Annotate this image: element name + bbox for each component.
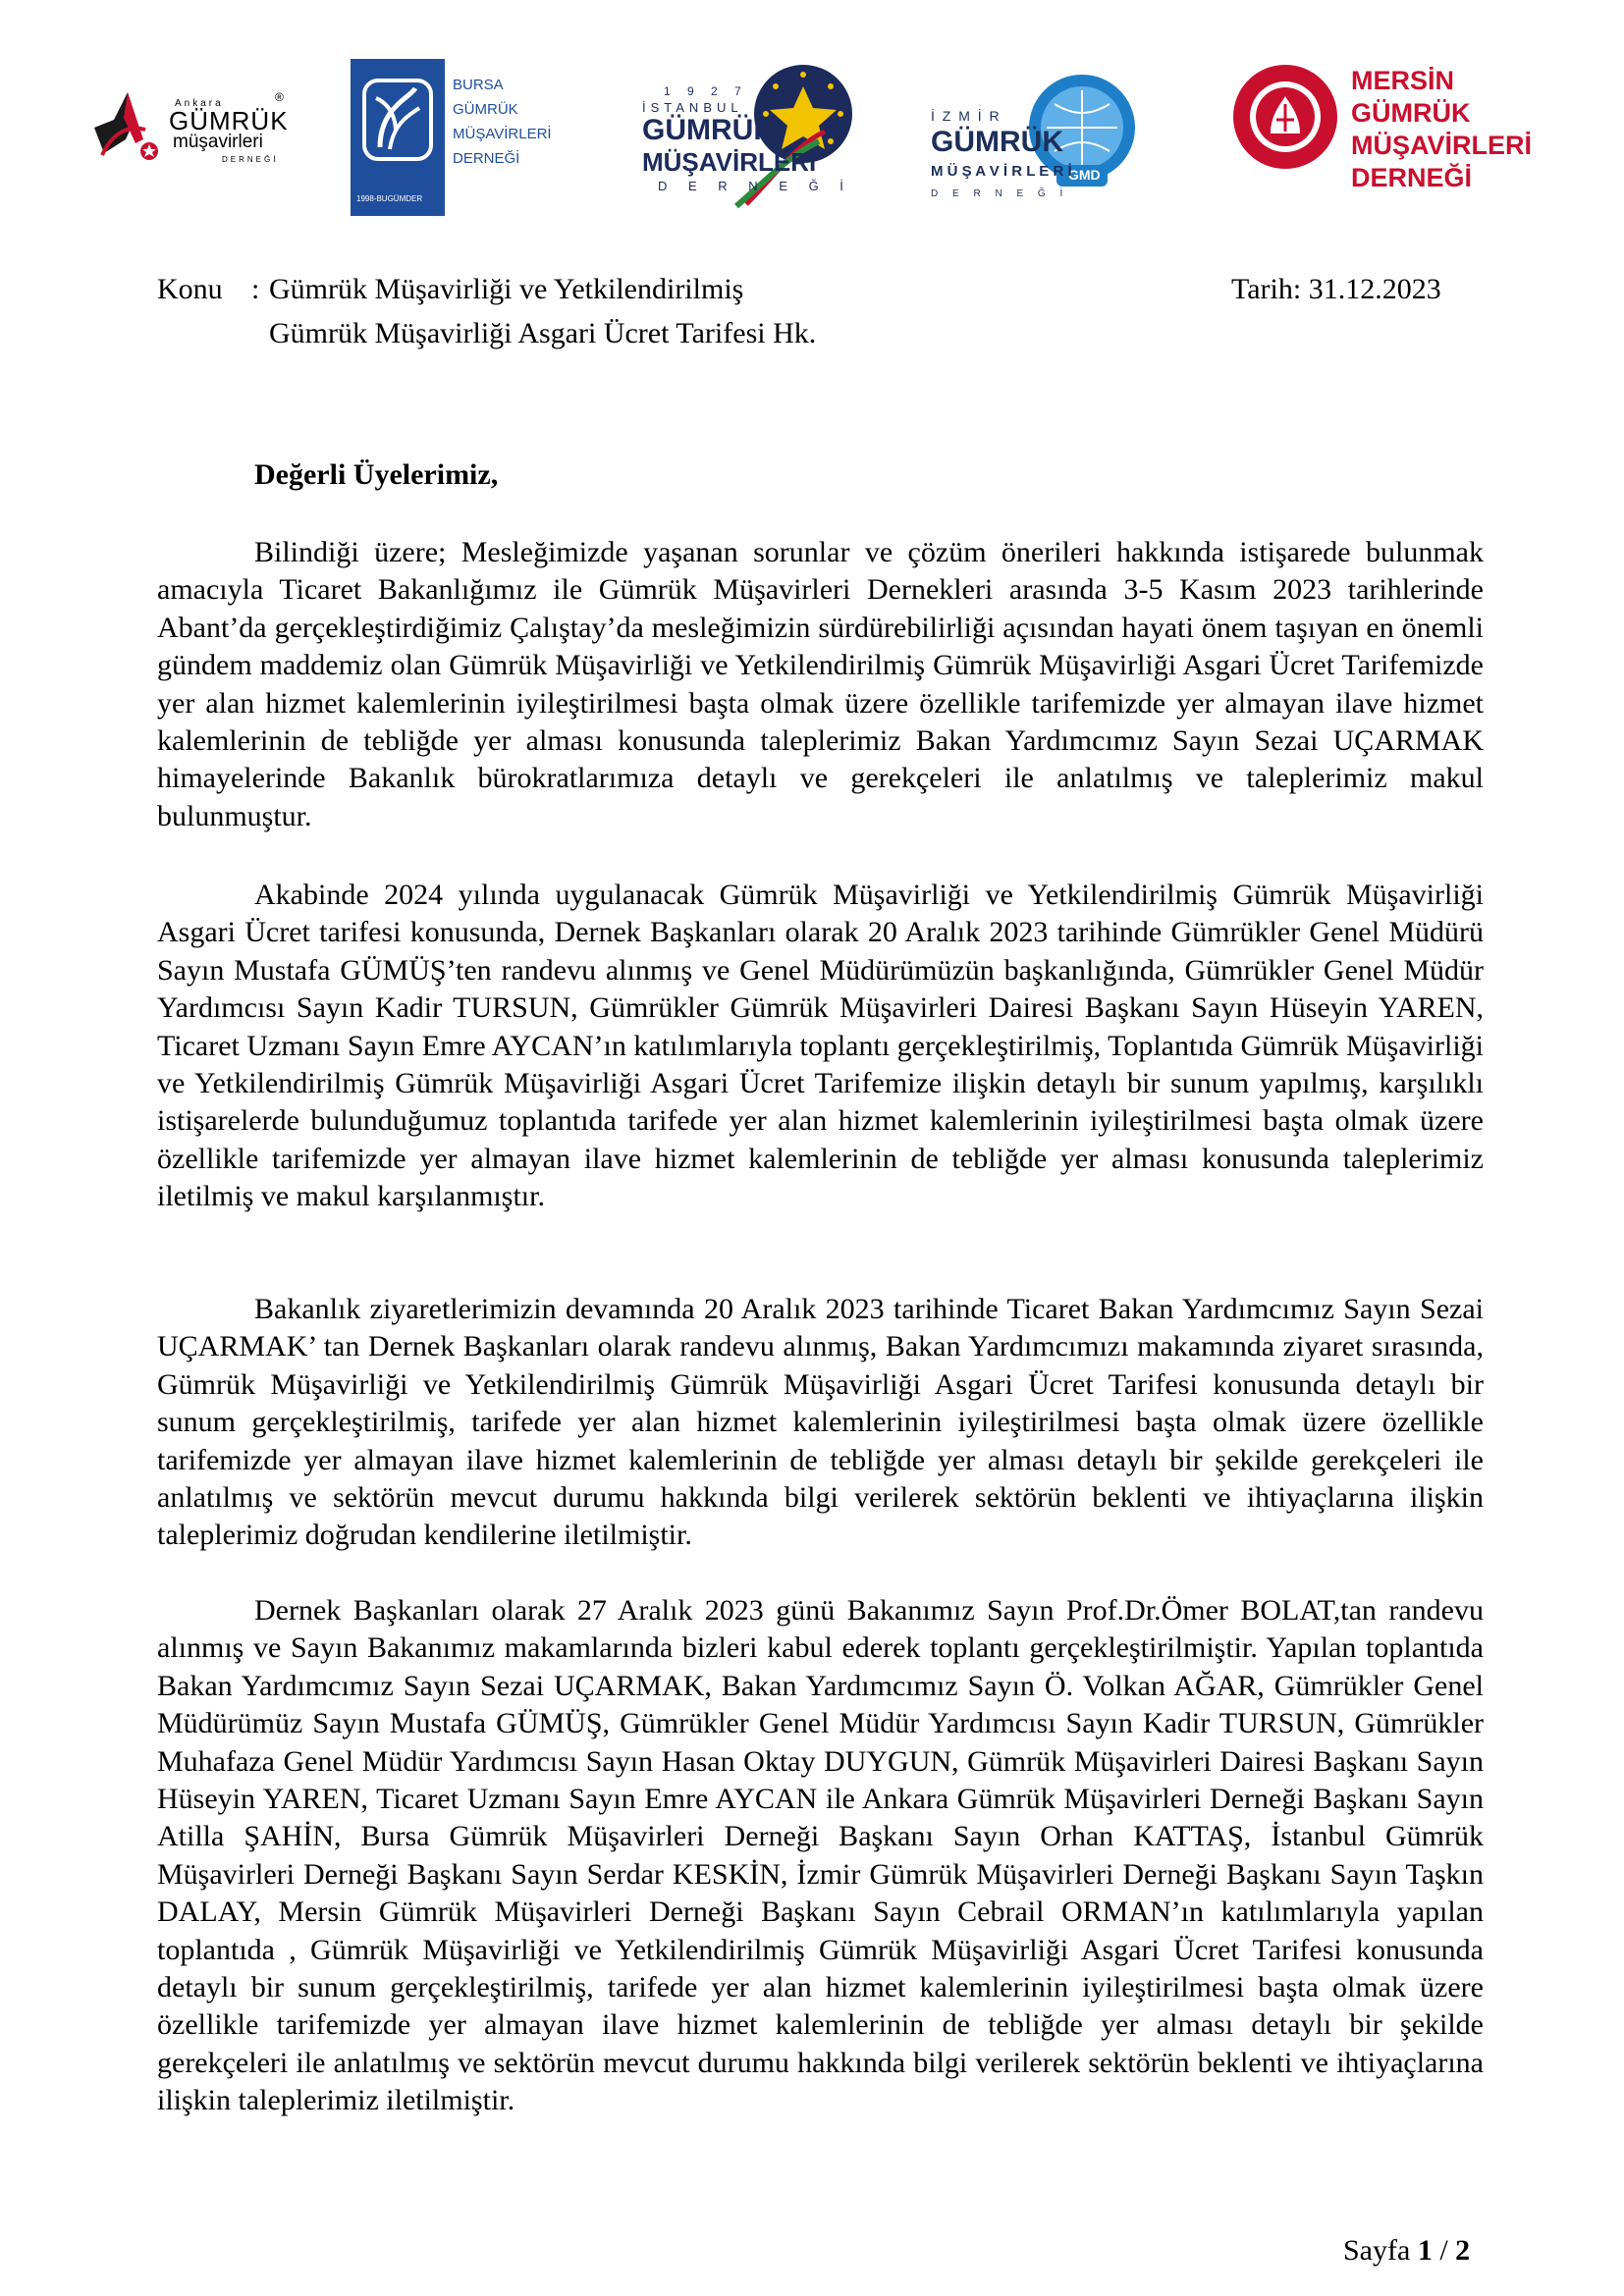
istanbul-line-3: D E R N E Ğ İ [658, 179, 852, 193]
ankara-mark: ® [275, 90, 284, 104]
izmir-city: İ Z M İ R [931, 108, 1001, 124]
paragraph-4: Dernek Başkanları olarak 27 Aralık 2023 günü Bakanımız Sayın Prof.Dr.Ömer BOLAT,tan randevu alınmış ve Sayın Bakanımız makamlarında bizleri kabul ederek toplantı gerçekleştirilmiştir. Yapılan toplantıda Bakan Yardımcımız Sayın Sezai UÇARMAK, Bakan Yardımcımız Sayın Ö. Volkan AĞAR, Gümrükler Genel Müdürümüz Sayın Mustafa GÜMÜŞ, Gümrükler Genel Müdür Yardımcısı Sayın Kadir TURSUN, Gümrükler Muhafaza Genel Müdür Yardımcısı Sayın Hasan Oktay DUYGUN, Gümrük Müşavirleri Dairesi Başkanı Sayın Hüseyin YAREN, Ticaret Uzmanı Sayın Emre AYCAN ile Ankara Gümrük Müşavirleri Derneği Başkanı Sayın Atilla ŞAHİN, Bursa Gümrük Müşavirleri Derneği Başkanı Sayın Orhan KATTAŞ, İstanbul Gümrük Müşavirleri Derneği Başkanı Sayın Serdar KESKİN, İzmir Gümrük Müşavirleri Derneği Başkanı Sayın Taşkın DALAY, Mersin Gümrük Müşavirleri Derneği Başkanı Sayın Cebrail ORMAN’ın katılımlarıyla yapılan toplantıda , Gümrük Müşavirliği ve Yetkilendirilmiş Gümrük Müşavirliği Asgari Ücret Tarifesi konusunda detaylı bir sunum gerçekleştirilmiş, tarifede yer alan hizmet kalemlerinin iyileştirilmesi başta olmak üzere özellikle tarifemizde yer almayan ilave hizmet kalemlerinin de tebliğde yer alması detaylı bir şekilde gerekçeleri ile anlatılmış ve sektörün mevcut durumu hakkında bilgi verilerek sektörün beklenti ve ihtiyaçlarına ilişkin taleplerimiz iletilmiştir. [157, 1594, 1484, 2117]
page-total: 2 [1455, 2234, 1471, 2267]
bursa-leaf-icon [351, 59, 445, 196]
subject-separator: : [251, 273, 260, 305]
bursa-line-3: MÜŞAVİRLERİ [453, 126, 552, 142]
bursa-emblem [351, 59, 445, 216]
ankara-sub: müşavirleri [173, 132, 263, 152]
subject-label: Konu [157, 273, 223, 305]
bursa-line-1: BURSA [453, 77, 504, 93]
istanbul-line-1: GÜMRÜK [642, 114, 775, 146]
page-label: Sayfa [1343, 2234, 1411, 2267]
paragraph-3: Bakanlık ziyaretlerimizin devamında 20 Aralık 2023 tarihinde Ticaret Bakan Yardımcımız Sayın Sezai UÇARMAK’ tan Dernek Başkanları olarak randevu alınmış, Bakan Yardımcımızı makamında ziyaret sırasında, Gümrük Müşavirliği ve Yetkilendirilmiş Gümrük Müşavirliği Asgari Ücret Tarifesi konusunda detaylı bir sunum gerçekleştirilmiş, tarifede yer alan hizmet kalemlerinin iyileştirilmesi başta olmak üzere özellikle tarifemizde yer almayan ilave hizmet kalemlerinin de tebliğde yer alması detaylı bir şekilde gerekçeleri ile anlatılmış ve sektörün mevcut durumu hakkında bilgi verilerek sektörün beklenti ve ihtiyaçlarına ilişkin taleplerimiz doğrudan kendilerine iletilmiştir. [157, 1293, 1484, 1552]
izmir-badge: GMD [1068, 167, 1101, 183]
istanbul-year: 1 9 2 7 [664, 84, 748, 98]
mersin-line-2: GÜMRÜK [1351, 98, 1471, 128]
subject-line-1: Gümrük Müşavirliği ve Yetkilendirilmiş [269, 273, 744, 305]
bursa-line-2: GÜMRÜK [453, 101, 518, 118]
greeting: Değerli Üyelerimiz, [254, 458, 499, 491]
ankara-logo [84, 71, 291, 169]
subject-line-2: Gümrük Müşavirliği Asgari Ücret Tarifesi Hk. [269, 317, 817, 349]
page-number [1343, 2234, 1470, 2268]
istanbul-city: İSTANBUL [642, 100, 743, 115]
bursa-year-line: 1998-BUGÜMDER [356, 194, 423, 203]
mersin-logo [1231, 57, 1533, 216]
izmir-line-1: GÜMRÜK [931, 126, 1063, 158]
bursa-line-4: DERNEĞİ [453, 150, 520, 167]
mersin-line-1: MERSİN [1351, 66, 1455, 95]
istanbul-logo [638, 57, 854, 216]
page-current: 1 [1417, 2234, 1433, 2267]
istanbul-line-2: MÜŞAVİRLERİ [642, 147, 817, 177]
mersin-line-4: DERNEĞİ [1351, 163, 1473, 192]
bursa-logo [351, 59, 552, 216]
document-date: Tarih: 31.12.2023 [1231, 273, 1441, 305]
mersin-seal-icon [1231, 63, 1339, 171]
ankara-small-text: Ankara [175, 98, 224, 109]
izmir-logo [931, 57, 1147, 216]
izmir-line-3: D E R N E Ğ İ [931, 188, 1069, 199]
paragraph-2: Akabinde 2024 yılında uygulanacak Gümrük Müşavirliği ve Yetkilendirilmiş Gümrük Müşavirliği Asgari Ücret tarifesi konusunda, Dernek Başkanları olarak 20 Aralık 2023 tarihinde Gümrükler Genel Müdürü Sayın Mustafa GÜMÜŞ’ten randevu alınmış ve Genel Müdürümüzün başkanlığında, Gümrükler Genel Müdür Yardımcısı Sayın Kadir TURSUN, Gümrükler Gümrük Müşavirleri Dairesi Başkanı Sayın Hüseyin YAREN, Ticaret Uzmanı Sayın Emre AYCAN’ın katılımlarıyla toplantı gerçekleştirilmiş, Toplantıda Gümrük Müşavirliği ve Yetkilendirilmiş Gümrük Müşavirliği Asgari Ücret Tarifemize ilişkin detaylı bir sunum yapılmış, karşılıklı istişarelerde bulunduğumuz toplantıda tarifede yer alan hizmet kalemlerinin iyileştirilmesi başta olmak üzere özellikle tarifemizde yer almayan ilave hizmet kalemlerinin de tebliğde yer alması konusunda taleplerimiz iletilmiş ve makul karşılanmıştır. [157, 879, 1484, 1213]
izmir-line-2: M Ü Ş A V İ R L E R İ [931, 163, 1072, 180]
ankara-name: GÜMRÜK [169, 106, 289, 135]
ankara-org: DERNEĞİ [222, 155, 279, 164]
paragraph-1: Bilindiği üzere; Mesleğimizde yaşanan sorunlar ve çözüm önerileri hakkında istişarede bulunmak amacıyla Ticaret Bakanlığımız ile Gümrük Müşavirleri Dernekleri arasında 3-5 Kasım 2023 tarihlerinde Abant’da gerçekleştirdiğimiz Çalıştay’da mesleğimizin sürdürebilirliği açısından hayati önem taşıyan en önemli gündem maddemiz olan Gümrük Müşavirliği ve Yetkilendirilmiş Gümrük Müşavirliği Asgari Ücret Tarifemizde yer alan hizmet kalemlerinin iyileştirilmesi başta olmak üzere özellikle tarifemizde yer almayan ilave hizmet kalemlerinin de tebliğde yer alması konusunda taleplerimiz Bakan Yardımcımız Sayın Sezai UÇARMAK himayelerinde Bakanlık bürokratlarımıza detaylı ve gerekçeleri ile anlatılmış ve taleplerimiz makul bulunmuştur. [157, 536, 1484, 832]
subject-block [157, 267, 816, 355]
page-separator: / [1439, 2234, 1448, 2267]
mersin-line-3: MÜŞAVİRLERİ [1351, 131, 1533, 160]
